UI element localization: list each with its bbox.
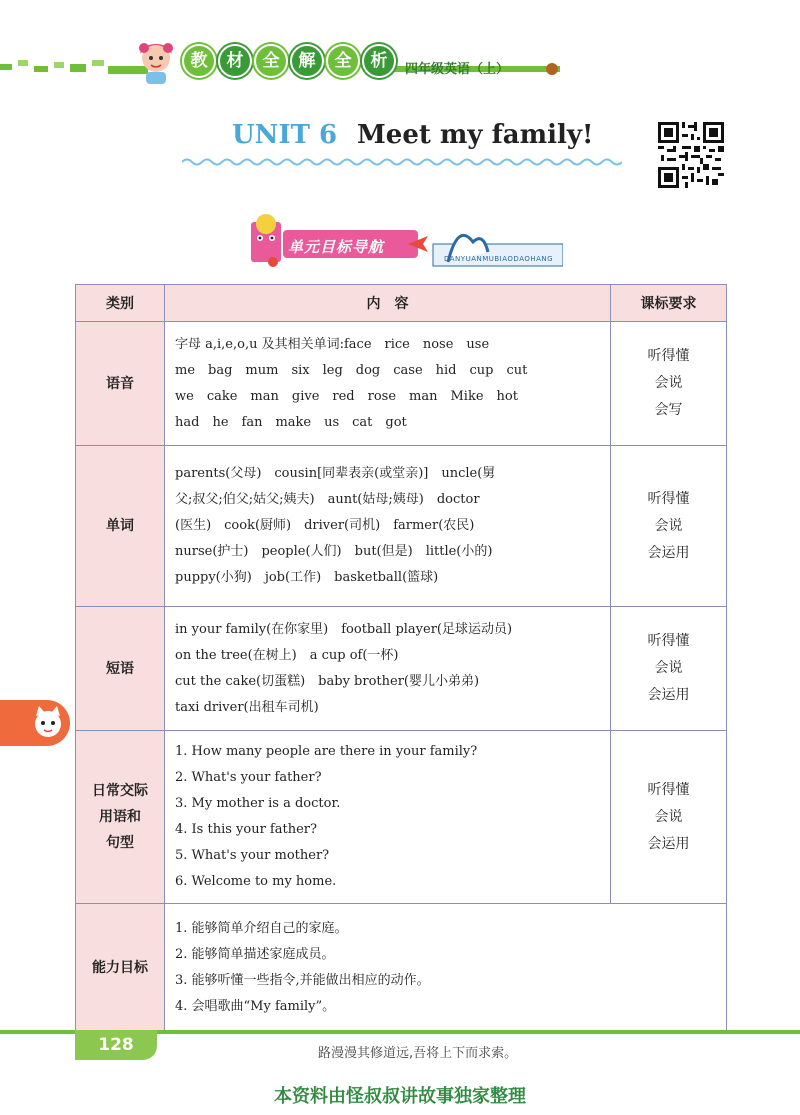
page-number: 128 <box>75 1030 157 1060</box>
content-line: on the tree(在树上) a cup of(一杯) <box>175 647 399 663</box>
content-line: 3. My mother is a doctor. <box>175 796 341 811</box>
content-line: 4. 会唱歌曲“My family”。 <box>175 998 336 1014</box>
requirement-text: 会写 <box>654 402 683 418</box>
content-line: puppy(小狗) job(工作) basketball(篮球) <box>175 570 439 585</box>
content-cell <box>165 607 611 731</box>
content-line: 3. 能够听懂一些指令,并能做出相应的动作。 <box>175 972 430 988</box>
banner-pinyin: DANYUANMUBIAODAOHANG <box>444 255 554 263</box>
requirement-cell <box>611 446 727 607</box>
book-title-char: 解 <box>290 44 324 78</box>
requirement-text: 会说 <box>654 808 683 825</box>
qr-code-icon[interactable] <box>658 122 724 188</box>
unit-goals-table <box>75 284 727 1032</box>
content-line: in your family(在你家里) football player(足球运动员) <box>175 621 513 637</box>
column-header: 课标要求 <box>611 285 727 322</box>
section-banner <box>233 212 563 276</box>
category-cell <box>76 322 165 446</box>
column-header: 类别 <box>76 285 165 322</box>
category-cell <box>76 446 165 607</box>
content-line: we cake man give red rose man Mike hot <box>175 388 518 404</box>
content-line: 父;叔父;伯父;姑父;姨夫) aunt(姑母;姨母) doctor <box>175 492 480 507</box>
table-row <box>76 731 727 904</box>
category-cell <box>76 607 165 731</box>
cat-mascot-icon <box>30 704 66 740</box>
category-text: 短语 <box>106 660 134 677</box>
requirement-text: 会运用 <box>647 835 690 852</box>
content-line: 2. What's your father? <box>175 770 322 785</box>
requirement-cell <box>611 607 727 731</box>
table-header-row <box>76 285 727 322</box>
content-line: (医生) cook(厨师) driver(司机) farmer(农民) <box>175 518 475 533</box>
category-text: 语音 <box>106 375 134 392</box>
content-line: nurse(护士) people(人们) but(但是) little(小的) <box>175 544 493 559</box>
requirement-cell <box>611 731 727 904</box>
requirement-text: 会说 <box>654 517 683 534</box>
content-line: me bag mum six leg dog case hid cup cut <box>175 362 528 378</box>
grade-label: 四年级英语（上） <box>405 62 510 77</box>
content-line: parents(父母) cousin[同辈表亲(或堂亲)] uncle(舅 <box>175 466 496 481</box>
requirement-text: 会说 <box>654 660 683 676</box>
requirement-text: 会说 <box>654 375 683 391</box>
book-title-char: 析 <box>362 44 396 78</box>
content-cell <box>165 731 611 904</box>
content-line: 6. Welcome to my home. <box>175 874 337 889</box>
content-line: taxi driver(出租车司机) <box>175 699 319 715</box>
category-cell <box>76 904 165 1032</box>
content-line: 5. What's your mother? <box>175 848 330 863</box>
category-text: 用语和 <box>99 809 141 825</box>
book-title-char: 教 <box>182 44 216 78</box>
book-title-char: 全 <box>326 44 360 78</box>
requirement-text: 会运用 <box>647 544 690 561</box>
requirement-cell <box>611 322 727 446</box>
content-line: 1. 能够简单介绍自己的家庭。 <box>175 920 348 936</box>
wavy-divider <box>182 157 622 167</box>
category-text: 日常交际 <box>92 783 148 799</box>
content-line: 4. Is this your father? <box>175 822 317 837</box>
content-cell <box>165 322 611 446</box>
source-credit: 本资料由怪叔叔讲故事独家整理 <box>274 1086 526 1107</box>
table-row <box>76 904 727 1032</box>
table-row <box>76 446 727 607</box>
requirement-text: 会运用 <box>647 687 690 703</box>
content-line: cut the cake(切蛋糕) baby brother(婴儿小弟弟) <box>175 673 480 689</box>
category-text: 单词 <box>106 518 134 534</box>
requirement-text: 听得懂 <box>647 490 690 507</box>
content-line: 字母 a,i,e,o,u 及其相关单词:face rice nose use <box>175 336 490 352</box>
table-row <box>76 322 727 446</box>
category-text: 句型 <box>106 835 134 851</box>
requirement-text: 听得懂 <box>647 781 690 798</box>
book-title-char: 全 <box>254 44 288 78</box>
content-cell <box>165 904 727 1032</box>
content-line: 1. How many people are there in your family? <box>175 744 478 759</box>
category-cell <box>76 731 165 904</box>
book-title-char: 材 <box>218 44 252 78</box>
category-text: 能力目标 <box>92 959 148 976</box>
content-line: had he fan make us cat got <box>175 414 407 430</box>
column-header: 内 容 <box>165 285 611 322</box>
requirement-text: 听得懂 <box>647 633 690 649</box>
unit-number: UNIT 6 <box>232 120 338 150</box>
table-row <box>76 607 727 731</box>
banner-label: 单元目标导航 <box>288 238 385 256</box>
mascot-girl-icon <box>130 36 182 86</box>
footer-motto: 路漫漫其修道远,吾将上下而求索。 <box>318 1046 518 1061</box>
content-line: 2. 能够简单描述家庭成员。 <box>175 946 335 962</box>
requirement-text: 听得懂 <box>647 348 690 364</box>
unit-title: Meet my family! <box>357 120 594 150</box>
content-cell <box>165 446 611 607</box>
